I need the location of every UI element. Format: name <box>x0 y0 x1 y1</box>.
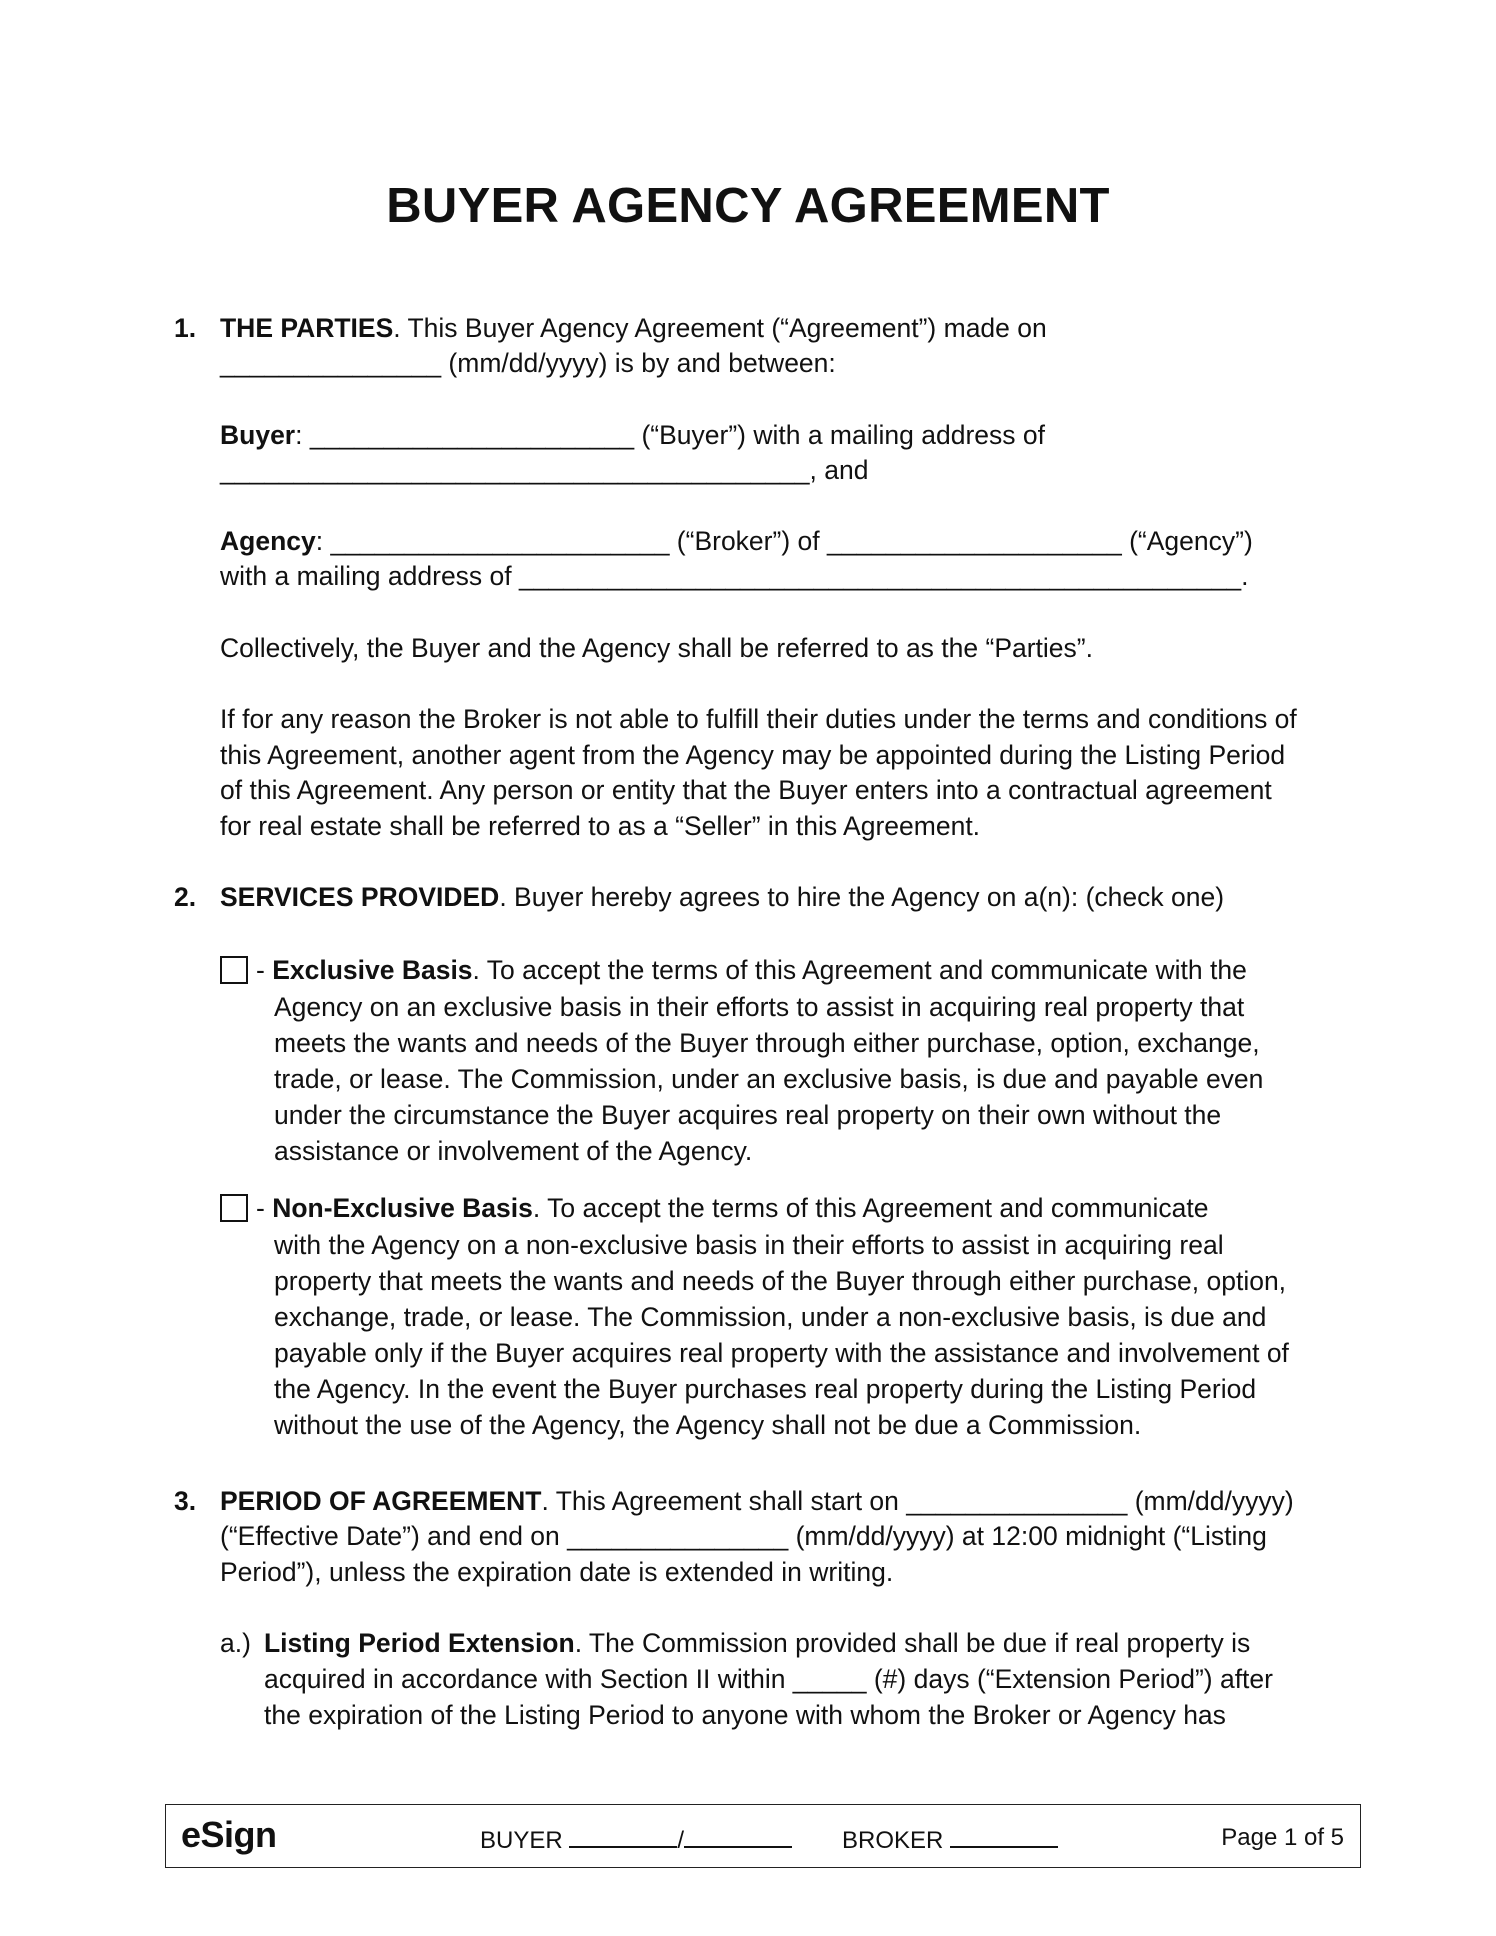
footer-slash: / <box>677 1827 685 1854</box>
section-1-date-line[interactable]: _______________ (mm/dd/yyyy) is by and between: <box>220 348 836 378</box>
section-2-intro: . Buyer hereby agrees to hire the Agency on a(n): (check one) <box>499 882 1225 912</box>
exclusive-basis-first: . To accept the terms of this Agreement and communicate with the <box>472 955 1247 985</box>
section-3-number: 3. <box>174 1486 197 1516</box>
section-2-number: 2. <box>174 882 197 912</box>
footer-buyer-label: BUYER <box>480 1827 563 1854</box>
section-3-heading: PERIOD OF AGREEMENT <box>220 1486 542 1516</box>
agency-name-field[interactable]: : _______________________ (“Broker”) of ____________________ (“Agency”) <box>315 526 1253 556</box>
extension-days-field[interactable]: acquired in accordance with Section II within _____ (#) days (“Extension Period”) after <box>264 1664 1273 1694</box>
esign-logo: eSign <box>181 1814 277 1855</box>
buyer-initial-blank-2[interactable] <box>684 1824 792 1848</box>
buyer-initial-blank-1[interactable] <box>569 1824 677 1848</box>
section-1-number: 1. <box>174 313 197 343</box>
sub-a-line-1 <box>264 1627 1250 1659</box>
footer-broker-label: BROKER <box>842 1827 944 1854</box>
sub-a-marker: a.) <box>220 1628 251 1658</box>
non-exclusive-basis-line: exchange, trade, or lease. The Commission, under a non-exclusive basis, is due and <box>274 1302 1267 1332</box>
parties-collective-text: Collectively, the Buyer and the Agency shall be referred to as the “Parties”. <box>220 633 1093 663</box>
page-footer <box>165 1804 1361 1868</box>
buyer-name-field[interactable]: : ______________________ (“Buyer”) with a mailing address of <box>295 420 1045 450</box>
non-exclusive-basis-line: payable only if the Buyer acquires real property with the assistance and involvement of <box>274 1338 1289 1368</box>
exclusive-basis-line: Agency on an exclusive basis in their efforts to assist in acquiring real property that <box>274 992 1245 1022</box>
broker-initial-blank[interactable] <box>950 1824 1058 1848</box>
exclusive-basis-line-1: - Exclusive Basis. To accept the terms of this Agreement and communicate with the <box>256 955 1247 985</box>
non-exclusive-basis-first: . To accept the terms of this Agreement and communicate <box>532 1193 1209 1223</box>
page-number: Page 1 of 5 <box>1221 1824 1344 1851</box>
buyer-address-field[interactable]: ________________________________________, and <box>220 455 869 485</box>
buyer-initials <box>480 1824 792 1855</box>
broker-paragraph-line: If for any reason the Broker is not able to fulfill their duties under the terms and conditions of <box>220 704 1297 734</box>
section-3-line-1 <box>220 1485 1294 1517</box>
agency-line-1 <box>220 525 1253 557</box>
sub-a-line: the expiration of the Listing Period to anyone with whom the Broker or Agency has <box>264 1700 1226 1730</box>
buyer-line-1 <box>220 419 1045 451</box>
section-1-line-1 <box>220 312 1047 344</box>
buyer-label: Buyer <box>220 420 296 450</box>
agency-label: Agency <box>220 526 316 556</box>
agency-address-field[interactable]: with a mailing address of _________________________________________________. <box>220 561 1249 591</box>
section-1-heading: THE PARTIES <box>220 313 394 343</box>
broker-paragraph-line: of this Agreement. Any person or entity that the Buyer enters into a contractual agreement <box>220 775 1272 805</box>
non-exclusive-basis-line: the Agency. In the event the Buyer purchases real property during the Listing Period <box>274 1374 1257 1404</box>
start-date-field[interactable]: . This Agreement shall start on _______________ (mm/dd/yyyy) <box>541 1486 1294 1516</box>
non-exclusive-basis-line: without the use of the Agency, the Agency shall not be due a Commission. <box>274 1410 1142 1440</box>
broker-paragraph-line: this Agreement, another agent from the Agency may be appointed during the Listing Period <box>220 740 1286 770</box>
section-2-line-1 <box>220 881 1224 913</box>
exclusive-basis-line: meets the wants and needs of the Buyer through either purchase, option, exchange, <box>274 1028 1260 1058</box>
listing-extension-label: Listing Period Extension <box>264 1628 575 1658</box>
non-exclusive-basis-checkbox[interactable] <box>220 1194 248 1222</box>
exclusive-basis-checkbox[interactable] <box>220 956 248 984</box>
exclusive-basis-line: assistance or involvement of the Agency. <box>274 1136 753 1166</box>
section-1-text-1: . This Buyer Agency Agreement (“Agreement”) made on <box>393 313 1047 343</box>
non-exclusive-basis-line-1: - Non-Exclusive Basis. To accept the terms of this Agreement and communicate <box>256 1193 1209 1223</box>
end-date-field[interactable]: (“Effective Date”) and end on _______________ (mm/dd/yyyy) at 12:00 midnight (“Listing <box>220 1521 1267 1551</box>
broker-initials <box>842 1824 1058 1855</box>
exclusive-basis-label: Exclusive Basis <box>272 955 473 985</box>
non-exclusive-basis-line: with the Agency on a non-exclusive basis in their efforts to assist in acquiring real <box>274 1230 1224 1260</box>
broker-paragraph-line: for real estate shall be referred to as a “Seller” in this Agreement. <box>220 811 981 841</box>
sub-a-first: . The Commission provided shall be due if real property is <box>574 1628 1251 1658</box>
section-3-line-3: Period”), unless the expiration date is extended in writing. <box>220 1557 894 1587</box>
document-title: BUYER AGENCY AGREEMENT <box>386 179 1110 233</box>
non-exclusive-basis-label: Non-Exclusive Basis <box>272 1193 533 1223</box>
exclusive-basis-line: under the circumstance the Buyer acquires real property on their own without the <box>274 1100 1222 1130</box>
exclusive-basis-line: trade, or lease. The Commission, under an exclusive basis, is due and payable even <box>274 1064 1264 1094</box>
section-2-heading: SERVICES PROVIDED <box>220 882 500 912</box>
non-exclusive-basis-line: property that meets the wants and needs of the Buyer through either purchase, option, <box>274 1266 1287 1296</box>
